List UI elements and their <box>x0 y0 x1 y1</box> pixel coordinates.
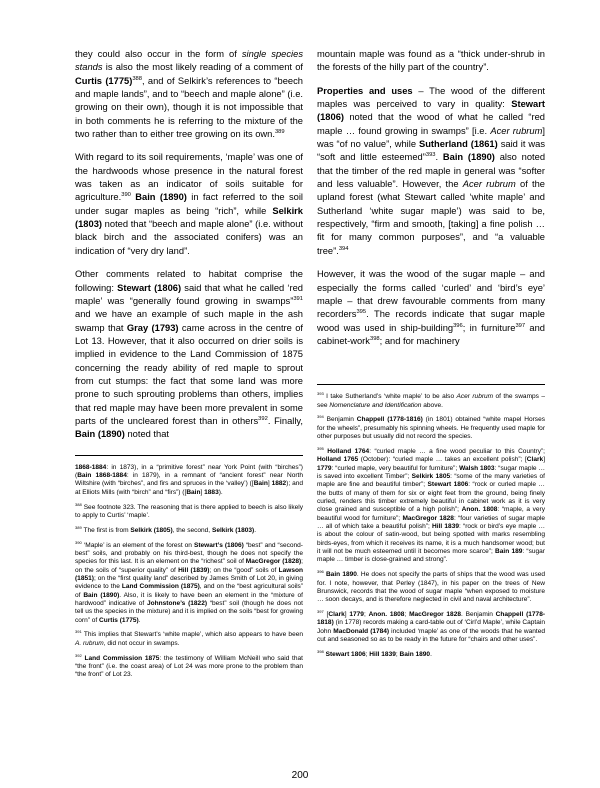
footnote: $^{398}$ Stewart 1806; Hill 1839; Bain 1890. <box>317 648 432 658</box>
body-paragraph: Properties and uses – The wood of the different maples was perceived to vary in quality: Stewart (1806) noted that the wood of what he called “red maple … found growing in swamps” [i.e. Acer rubrum] was “of no value”, while Sutherland (1861) said it was “soft and little esteemed”$^{393}$. Bain (1890) also noted that the timber of the red maple in general was “softer and less valuable”. However, the Acer rubrum of the upland forest (what Stewart called ‘white maple’ and Sutherland ‘white sugar maple’) was said to be, respectively, “firm and smooth, [taking] a fine polish … fit for many common purposes”, and “a valuable tree”.$^{394}$ <box>317 85 546 256</box>
footnote: $^{388}$ See footnote 323. The reasoning that is there applied to beech is also likely to apply to Curtis’ ‘maple’. <box>75 501 303 519</box>
footnote: $^{396}$ Bain 1890. He does not specify the parts of ships that the wood was used for. I note, however, that Perley (1847), in his paper on the trees of New Brunswick, records that the wood of sugar maple “when exposed to moisture … soon decays, and is therefore neglected in civil and naval architecture”. <box>317 569 545 604</box>
footnote: $^{395}$ Holland 1764: “curled maple … a fine wood peculiar to this Country”; Holland 1765 (October): “curled maple … takes an excellent polish”; [Clark] 1779: “curled maple, very beautiful for furniture”; Walsh 1803: “sugar maple … is saved into excellent Timber”; Selkirk 1805: “some of the many varieties of maple are fine and beautiful timber”; Stewart 1806: “rock or curled maple … the butts of many of them for six or eight feet from the ground, being finely curled, renders this timber extremely beautiful in cabinet work as it is very close grained and susceptible of a high polish”; Anon. 1808: “maple, a very beautiful wood for furniture”; MacGregor 1828: “four varieties of sugar maple … all of which take a beautiful polish”; Hill 1839: “rock or bird’s eye maple … is about the colour of satin-wood, but being spotted with marks resembling birds-eyes, from which it receives its name, it is a much handsomer wood; but it will not be much esteemed until it becomes more scarce”; Bain 189: “sugar maple … timber is close-grained and strong”. <box>317 445 546 564</box>
footnote: 1868-1884: in 1873), in a “primitive forest” near York Point (with “birches”) (Bain 1868-1884: in 1879), in a remnant of “ancient forest” near North Wiltshire (with “birches”, and firs and spruces in the ‘valley’) ([Bain] 1882); and at Elliots Mills (with “birch” and “firs”) ([Bain] 1883). <box>75 463 303 496</box>
footnote-rule <box>317 384 545 385</box>
body-paragraph: With regard to its soil requirements, ‘maple’ was one of the hardwoods whose presence in the natural forest was taken as an indicator of soils suitable for agriculture.$^{390}$ Bain (1890) in fact referred to the soil under sugar maples as being “rich”, while Selkirk (1803) noted that “beech and maple alone” (i.e. without black birch and the associated conifers) was an indication of “very dry land”. <box>75 152 303 256</box>
page-number: 200 <box>291 770 309 781</box>
footnote: $^{394}$ Benjamin Chappell (1778-1816) (in 1801) obtained “white mapel Horses for the wheels”, presumably his spinning wheels. He frequently used maple for other purposes but usually did not record the species. <box>317 414 545 441</box>
footnote-rule <box>75 455 303 456</box>
body-paragraph: However, it was the wood of the sugar maple – and especially the forms called ‘curled’ and ‘bird’s eye’ maple – that drew favourable comments from many recorders$^{395}$. The records indicate that sugar maple wood was used in ship-building$^{396}$; in furniture$^{397}$ and cabinet-work$^{398}$; and for machinery <box>317 269 545 346</box>
footnote: $^{390}$ ‘Maple’ is an element of the forest on Stewart’s (1806) “best” and “second-best” soils, and probably on his third-best, though he does not specify the species for this last. It is an element on the “richest” soil of MacGregor (1828); on the soils of “superior quality” of Hill (1839); on the “good” soils of Lawson (1851); on the “first quality land” described by James Smith of Lot 20, in giving evidence to the Land Commission (1875), and on the “best agricultural soils” of Bain (1890). Also, it is likely to have been an element in the “mixture of hardwood” indicative of Johnstone’s (1822) “best” soil (though he does not tell us the species in the mixture) and it is implied on the soils “best for growing corn” of Curtis (1775). <box>75 539 303 624</box>
body-paragraph: they could also occur in the form of single species stands is also the most likely reading of a comment of Curtis $(1775)^{388}$, and of Selkirk’s references to “beech and maple lands”, and to “beech and maple alone” (i.e. growing on their own), though it is not impossible that in both comments he is referring to the mixture of the two rather than to either tree growing on its own.$^{389}$ <box>75 49 303 140</box>
footnote: $^{391}$ This implies that Stewart’s ‘white maple’, which also appears to have been A. rubrum, did not occur in swamps. <box>75 629 303 647</box>
footnote: $^{392}$ Land Commission 1875: the testimony of William McNeill who said that “the front” (i.e. the coast area) of Lot 24 was more prone to the problem than “the front” of Lot 23. <box>75 652 303 679</box>
body-paragraph: Other comments related to habitat comprise the following: Stewart (1806) said that what he called ‘red maple’ was “generally found growing in swamps”$^{391}$ and we have an example of such maple in the ash swamp that Gray (1793) came across in the centre of Lot 13. However, that it also occurred on drier soils is implied in evidence to the Land Commission of 1875 concerning the ready ability of red maple to sprout from cut stumps: the fact that some land was more prone to such sprouting problems than others, implies that red maple may have been more prevalent in some parts of the uncleared forest than in others$^{392}$. Finally, Bain (1890) noted that <box>75 269 303 440</box>
left-column <box>75 48 303 686</box>
footnote: $^{397}$ [Clark] 1779; Anon. 1808; MacGregor 1828. Benjamin Chappell (1778-1818) (in 1778) records making a card-table out of ‘Cirl’d Maple’, while Captain John MacDonald (1784) included ‘maple’ as one of the woods that he wanted cut and seasoned so as to be ready in the future for “chairs and other uses”. <box>317 608 546 644</box>
right-column <box>317 48 545 666</box>
footnotes-right <box>317 384 545 659</box>
footnote: $^{389}$ The first is from Selkirk (1805), the second, Selkirk (1803). <box>75 524 257 534</box>
body-paragraph: mountain maple was found as a “thick under-shrub in the forests of the hilly part of the country”. <box>317 49 545 73</box>
footnote: $^{393}$ I take Sutherland’s ‘white maple’ to be also Acer rubrum of the swamps – see Nomenclature and Identification above. <box>317 391 545 409</box>
footnotes-left <box>75 455 303 680</box>
